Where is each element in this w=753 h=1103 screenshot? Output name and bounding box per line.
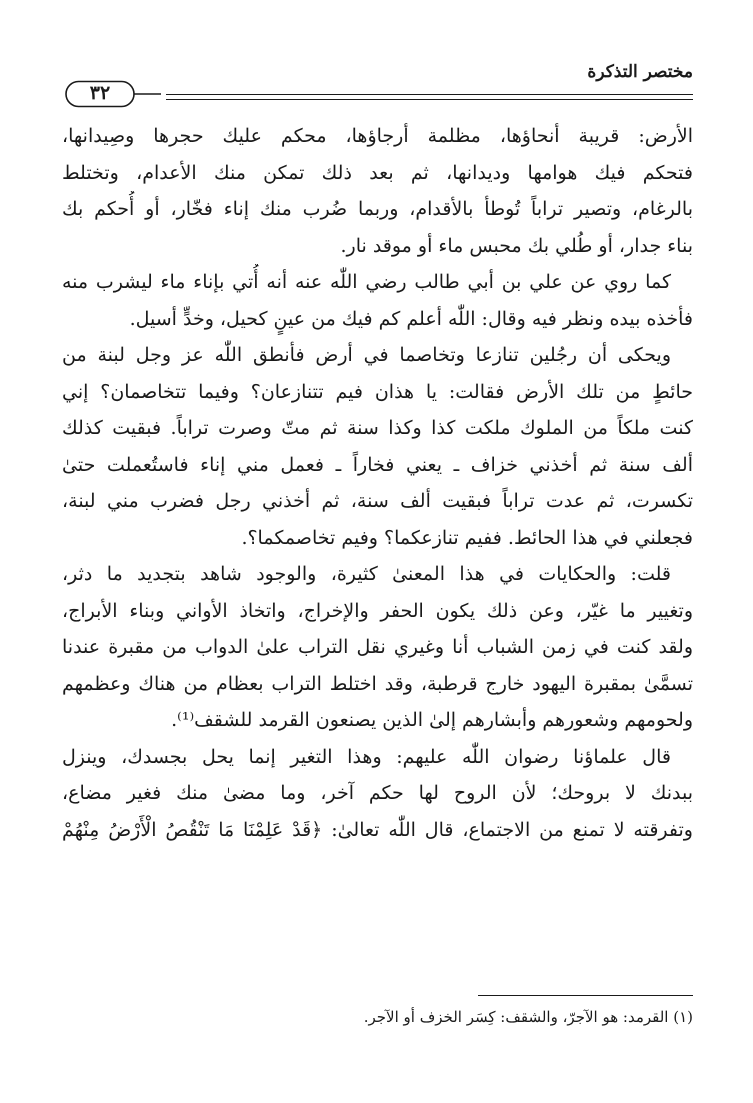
page-number: ٣٢ (89, 82, 111, 104)
text-line: تكسرت، ثم عدت تراباً فبقيت ألف سنة، ثم أخذني رجل فضرب مني لبنة، (62, 490, 693, 512)
running-title: مختصر التذكرة (587, 62, 693, 82)
text-line: ولحومهم وشعورهم وأبشارهم إلىٰ الذين يصنعون القرمد للشقف⁽¹⁾. (171, 709, 693, 731)
text-line: تسمَّىٰ بمقبرة اليهود خارج قرطبة، وقد اختلط التراب بعظام من هناك وعظمهم (62, 672, 693, 695)
text-line: كما روي عن علي بن أبي طالب رضي اللّٰه عنه أنه أُتي بإناء ماء ليشرب منه (62, 271, 671, 293)
footnote: (١) القرمد: هو الآجرّ، والشقف: كِسَر الخزف أو الآجر. (363, 1008, 693, 1026)
text-line: وتغيير ما غيّر، وعن ذلك يكون الحفر والإخراج، واتخاذ الأواني وبناء الأبراج، (62, 599, 693, 622)
text-line: فجعلني في هذا الحائط. ففيم تنازعكما؟ وفيم تخاصمكما؟. (241, 526, 693, 549)
text-line: بالرغام، وتصير تراباً تُوطأ بالأقدام، وربما ضُرب منك إناء فخّار، أو أُحكم بك (62, 198, 693, 220)
text-line: ببدنك لا بروحك؛ لأن الروح لها حكم آخر، وما مضىٰ منك فغير مضاع، (62, 782, 693, 804)
header-rule (166, 94, 693, 95)
text-line: كنت ملكاً من الملوك ملكت كذا وكذا سنة ثم متّ وصرت تراباً. فبقيت كذلك (62, 417, 693, 439)
page-number-badge (65, 80, 161, 108)
text-line: بناء جدار، أو طُلي بك محبس ماء أو موقد نار. (340, 234, 693, 257)
header-rule (166, 99, 693, 100)
text-line: حائطٍ من تلك الأرض فقالت: يا هذان فيم تتنازعان؟ وفيما تتخاصمان؟ إني (62, 380, 693, 403)
text-line: ألف سنة ثم أخذني خزاف ـ يعني فخاراً ـ فعمل مني إناء فاستُعملت حتىٰ (62, 453, 693, 476)
page-header (62, 60, 693, 110)
text-line: قال علماؤنا رضوان اللّٰه عليهم: وهذا التغير إنما يحل بجسدك، وينزل (62, 745, 671, 768)
main-text (62, 118, 693, 848)
text-line: فأخذه بيده ونظر فيه وقال: اللّٰه أعلم كم فيك من عينٍ كحيل، وخدٍّ أسيل. (129, 307, 693, 330)
text-line: الأرض: قريبة أنحاؤها، مظلمة أرجاؤها، محكم عليك حجرها وصِيدانها، (62, 125, 693, 147)
text-line: قلت: والحكايات في هذا المعنىٰ كثيرة، والوجود شاهد بتجديد ما دثر، (62, 563, 671, 585)
text-line: ولقد كنت في زمن الشباب أنا وغيري نقل التراب علىٰ الدواب من مقبرة عندنا (62, 636, 693, 658)
text-line: فتحكم فيك هوامها وديدانها، ثم بعد ذلك تمكن منك الأعدام، وتختلط (62, 161, 693, 184)
footnote-separator (478, 995, 693, 996)
text-line: ويحكى أن رجُلين تنازعا وتخاصما في أرض فأنطق اللّٰه عز وجل لبنة من (62, 344, 671, 366)
text-line: وتفرقته لا تمنع من الاجتماع، قال اللّٰه تعالىٰ: ﴿قَدْ عَلِمْنَا مَا تَنْقُصُ الْأَرْضُ مِنْهُمْ (62, 818, 693, 841)
